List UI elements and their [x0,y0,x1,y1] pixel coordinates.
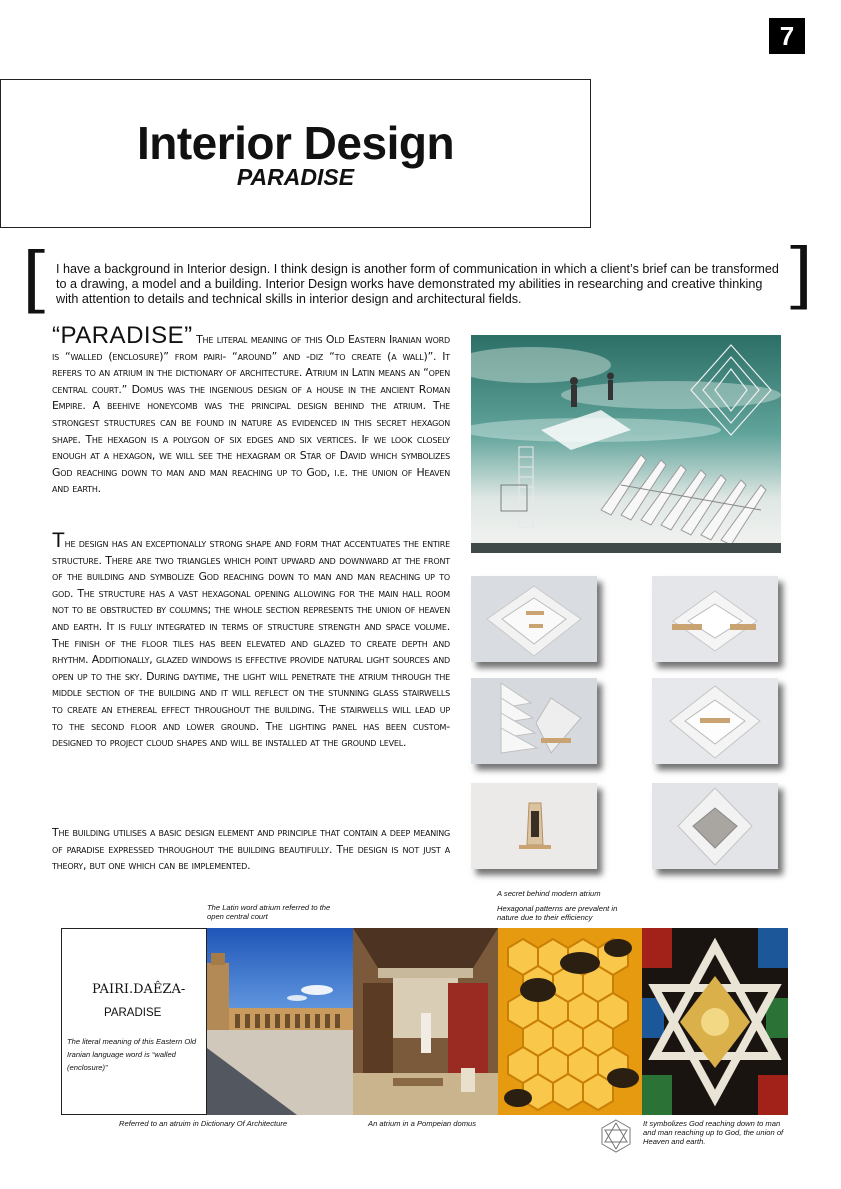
caption-dictionary: Referred to an atruim in Dictionary Of Architecture [119,1119,288,1128]
mosque-courtyard-image [207,928,353,1115]
pompeian-domus-image [353,928,498,1115]
page-title: Interior Design [136,117,455,169]
body-paragraph-2 [52,529,450,752]
intro-paragraph: I have a background in Interior design. I think design is another form of communication in which a client’s brief can be transformed to a drawing, a model and a building. Interior Design works have demonstrated my abilities in researching and creative thinking with attention to details and technical skills in interior design and architectural fields. [56,262,779,306]
title-box [0,79,591,228]
model-photo-6 [652,783,778,869]
caption-pompeian: An atrium in a Pompeian domus [368,1119,477,1128]
paragraph-1-text: The literal meaning of this Old Eastern Iranian word is “walled (enclosure)” from pairi- “around” and -diz “to create (a wall)”. It refers to an atrium in the dictionary of architecture. Atrium in Latin means an “open central court.” Domus was the ingenious design of a house in the ancient Roman Empire. A beehive honeycomb was the principal design behind the atrium. The strongest structures can be found in nature as evidenced in this secret hexagon shape. The hexagon is a polygon of six edges and six vertices. If we look closely enough at a hexagon, we will see the hexagram or Star of David which symbolizes God reaching down to man and man reaching up to God, i.e. the union of Heaven and earth. [52,333,450,496]
body-paragraph-1 [52,322,450,498]
pairi-daeza-note: The literal meaning of this Eastern Old Iranian language word is “walled (enclosure)” [67,1037,197,1072]
pairi-daeza-box [61,928,207,1115]
caption-latin-atrium: The Latin word atrium referred to the open central court [207,903,331,921]
pairi-daeza-subheading: PARADISE [104,1007,162,1019]
caption-hexagonal-patterns: Hexagonal patterns are prevalent in nature due to their efficiency [497,904,618,922]
paragraph-2-text: he design has an exceptionally strong shape and form that accentuates the entire structure. There are two triangles which point upward and downward at the front of the building and symbolize God reaching down to man and man reaching up to god. The structure has a vast hexagonal opening allowing for the main hall room not to be obstructed by columns; the whole section represents the union of heaven and earth. It is fully integrated in terms of structure strength and space volume. The finish of the floor tiles has been elevated and glazed to create depth and rhythm. Additionally, glazed windows is effective provide natural light sources and open up to the sky. During daytime, the light will penetrate the atrium through the middle section of the building and it will reflect on the stunning glass stairwells to create an ethereal effect throughout the building. The stairwells will lead up to the second floor and lower ground. The lighting panel has been custom-designed to project cloud shapes and will be installed at the ground level. [52,537,450,750]
model-photo-1 [471,576,597,662]
model-photo-4 [652,678,778,764]
model-photo-3 [471,678,597,764]
paradise-lead-word: “PARADISE” [52,322,193,349]
model-photo-2 [652,576,778,662]
caption-secret-atrium: A secret behind modern atrium [497,889,601,898]
page-number: 7 [769,18,805,54]
star-of-david-stained-glass-image [642,928,788,1115]
left-bracket: [ [22,237,51,321]
page-subtitle: PARADISE [236,164,355,190]
body-paragraph-3: The building utilises a basic design element and principle that contain a deep meaning of paradise expressed throughout the building beautifully. The design is not just a theory, but one which can be implemented. [52,826,450,873]
right-bracket: ] [785,233,814,317]
pairi-daeza-heading: PAIRI.DAÊZA- [92,982,186,997]
model-photo-5 [471,783,597,869]
hexagram-icon [597,1117,635,1155]
atrium-render-image [471,335,781,553]
drop-cap: T [52,529,65,552]
caption-symbolizes: It symbolizes God reaching down to man and man reaching up to God, the union of Heaven and earth. [643,1119,784,1146]
honeycomb-bees-image [498,928,642,1115]
